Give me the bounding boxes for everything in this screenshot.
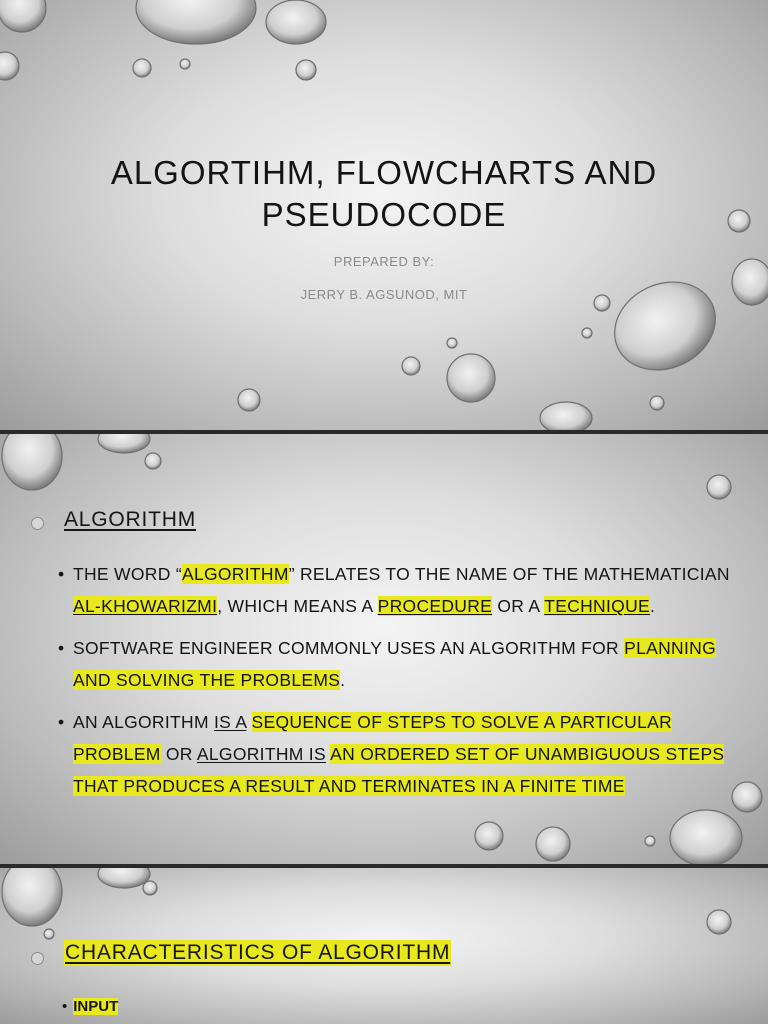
list-item: • THE WORD “ALGORITHM” RELATES TO THE NAME OF THE MATHEMATICIAN AL-KHOWARIZMI, WHICH MEANS A PROCEDURE OR A TECHNIQUE. <box>58 558 748 622</box>
slide-heading: ALGORITHM <box>64 508 197 531</box>
title-line-1: ALGORTIHM, FLOWCHARTS AND <box>110 154 658 191</box>
heading-bullet <box>31 517 44 530</box>
list-item: • AN ALGORITHM IS A SEQUENCE OF STEPS TO SOLVE A PARTICULAR PROBLEM OR ALGORITHM IS AN ORDERED SET OF UNAMBIGUOUS STEPS THAT PRODUCES A RESULT AND TERMINATES IN A FINITE TIME <box>58 706 748 802</box>
title-slide <box>0 0 768 430</box>
list-item: • SOFTWARE ENGINEER COMMONLY USES AN ALGORITHM FOR PLANNING AND SOLVING THE PROBLEMS. <box>58 632 748 696</box>
characteristics-slide <box>0 868 768 1024</box>
presentation-title <box>0 152 768 236</box>
input-characteristic: INPUT <box>73 998 119 1015</box>
list-item: • INPUT <box>62 998 119 1015</box>
prepared-by-label: PREPARED BY: <box>333 254 435 269</box>
author-name: JERRY B. AGSUNOD, MIT <box>300 287 468 302</box>
algorithm-slide <box>0 434 768 864</box>
title-line-2: PSEUDOCODE <box>261 196 507 233</box>
heading-bullet <box>31 952 44 965</box>
bullet-list <box>58 558 748 812</box>
slide-heading: CHARACTERISTICS OF ALGORITHM <box>65 941 451 964</box>
